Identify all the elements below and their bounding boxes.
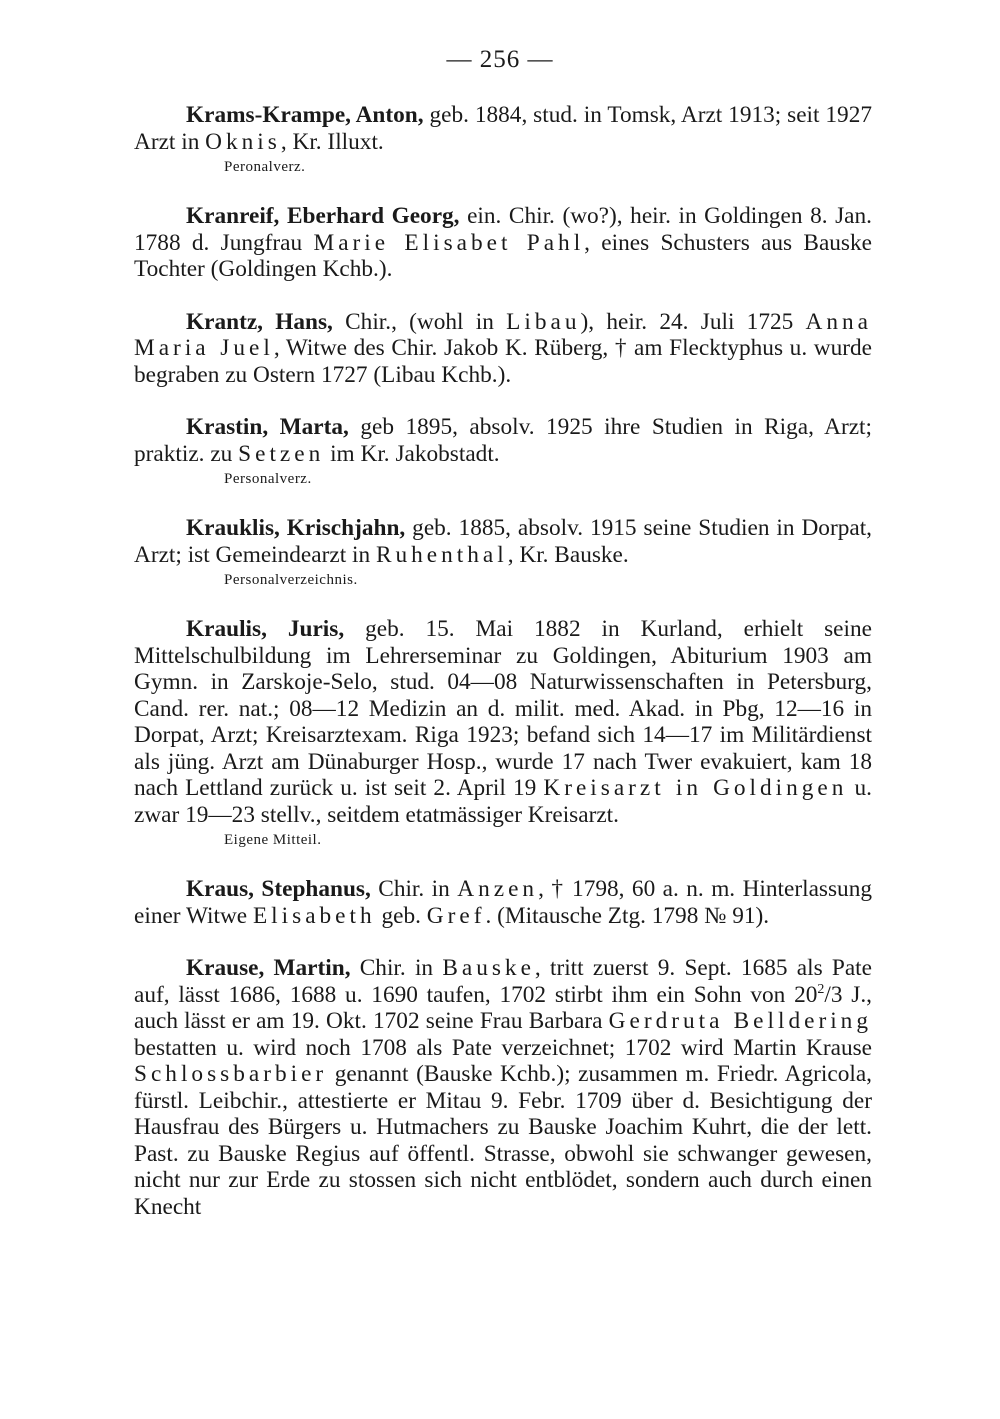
entry-body-text: im Kr. Jakobstadt.	[324, 440, 500, 467]
entry-body-text: , Kr. Illuxt.	[280, 128, 384, 155]
entry-text	[134, 616, 872, 828]
entry-body-text: Chir. in	[370, 876, 458, 902]
spaced-text: Libau	[506, 308, 581, 335]
spaced-text: Schlossbarbier	[134, 1061, 328, 1087]
entry-body-text: , † 1798, 60 a. n. m. Hinterlassung einer Witwe	[134, 876, 872, 929]
entry-body-text: , tritt zuerst 9. Sept. 1685 als Pate auf, lässt 1686, 1688 u. 1690 taufen, 1702 stirbt ihm ein Sohn von 20	[134, 955, 872, 1008]
spaced-text: Gref	[426, 902, 486, 929]
spaced-text: Elisabeth	[252, 902, 376, 929]
entry	[134, 876, 872, 929]
entry-body-text: geb. 15. Mai 1882 in Kurland, erhielt seine Mittelschulbildung im Lehrerseminar zu Goldingen, Abiturium 1903 am Gymn. in Zarskoje-Selo, stud. 04—08 Naturwissenschaften in Petersburg, Cand. rer. nat.; 08—12 Medizin an d. milit. med. Akad. in Pbg, 12—16 in Dorpat, Arzt; Kreisarztexam. Riga 1923; befand sich 14—17 im Militärdienst als jüng. Arzt am Dünaburger Hosp., wurde 17 nach Twer evakuiert, kam 18 nach Lettland zurück u. ist seit 2. April 19	[134, 616, 872, 801]
entry	[134, 515, 872, 590]
entry-body-text: . (Mitausche Ztg. 1798 № 91).	[485, 902, 770, 929]
entry-body-text: geb 1895, absolv. 1925 ihre Studien in Riga, Arzt; praktiz. zu	[134, 414, 872, 467]
spaced-text: Marie Elisabet Pahl	[313, 229, 585, 256]
entry-body-text: geb. 1885, absolv. 1915 seine Studien in Dorpat, Arzt; ist Gemeindearzt in	[134, 515, 872, 568]
entry-name: Krause, Martin,	[186, 955, 351, 981]
entry-body-text: u. zwar 19—23 stellv., seitdem etatmässiger Kreisarzt.	[134, 775, 872, 828]
entry-source: Personalverzeichnis.	[224, 572, 358, 588]
entry	[134, 309, 872, 389]
spaced-text: Anzen	[457, 876, 539, 902]
entry-body-text: geb.	[375, 902, 427, 929]
entry	[134, 102, 872, 177]
entry	[134, 616, 872, 850]
spaced-text: Setzen	[238, 440, 325, 467]
spaced-text: Ruhenthal	[375, 541, 508, 568]
entry-body-text: geb. 1884, stud. in Tomsk, Arzt 1913; seit 1927 Arzt in	[134, 102, 872, 155]
entry-body-text: , Kr. Bauske.	[507, 541, 629, 568]
entry-body-text: /3 J., auch lässt er am 19. Okt. 1702 seine Frau Barbara	[134, 981, 872, 1034]
page-number: — 256 —	[446, 46, 554, 73]
entry-text	[134, 876, 872, 929]
spaced-text: Anna Maria Juel	[134, 308, 872, 361]
entry-text	[134, 309, 872, 389]
spaced-text: Oknis	[205, 128, 281, 155]
entry-body-text: ein. Chir. (wo?), heir. in Goldingen 8. Jan. 1788 d. Jungfrau	[134, 203, 873, 256]
entry-text	[134, 515, 872, 568]
entry-name: Krauklis, Krischjahn,	[186, 515, 406, 541]
entry-name: Krams-Krampe, Anton,	[186, 102, 424, 128]
entry	[134, 203, 872, 283]
entry-name: Krastin, Marta,	[186, 414, 349, 440]
entry-body-text: , eines Schusters aus Bauske Tochter (Goldingen Kchb.).	[134, 229, 872, 282]
entry-name: Kraulis, Juris,	[186, 616, 345, 642]
spaced-text: Gerdruta Belldering	[608, 1008, 872, 1034]
entry-body-text: Chir., (wohl in	[332, 308, 507, 335]
entry-name: Krantz, Hans,	[186, 308, 333, 335]
entry-text	[134, 414, 872, 467]
entry-text	[134, 203, 872, 283]
entry-source: Eigene Mitteil.	[224, 832, 322, 848]
entry-body-text: genannt (Bauske Kchb.); zusammen m. Friedr. Agricola, fürstl. Leibchir., attestierte er Mitau 9. Febr. 1709 über d. Besichtigung der Hausfrau des Bürgers u. Hutmachers zu Bauske Joachim Kuhrt, die der lett. Past. zu Bauske Regius auf öffentl. Strasse, obwohl sie schwanger gewesen, nicht nur zur Erde zu stossen sich nicht entblödet, sondern auch durch einen Knecht	[134, 1061, 872, 1220]
entry-name: Kraus, Stephanus,	[186, 876, 371, 902]
entry-name: Kranreif, Eberhard Georg,	[186, 203, 460, 229]
entry-source: Peronalverz.	[224, 159, 306, 175]
entry	[134, 955, 872, 1220]
superscript: 2	[817, 981, 825, 997]
entry-body-text: bestatten u. wird noch 1708 als Pate verzeichnet; 1702 wird Martin Krause	[134, 1034, 872, 1061]
entry-body-text: , Witwe des Chir. Jakob K. Rüberg, † am Flecktyphus u. wurde begraben zu Ostern 1727 (Libau Kchb.).	[134, 335, 873, 388]
entry	[134, 414, 872, 489]
entry-source: Personalverz.	[224, 471, 312, 487]
entry-body-text: Chir. in	[350, 955, 443, 981]
entry-text	[134, 102, 872, 155]
spaced-text: Kreisarzt in Goldingen	[543, 775, 848, 801]
entry-list	[134, 102, 872, 1246]
spaced-text: Bauske	[442, 955, 535, 981]
entry-body-text: ), heir. 24. Juli 1725	[580, 308, 806, 335]
entry-text	[134, 955, 872, 1220]
